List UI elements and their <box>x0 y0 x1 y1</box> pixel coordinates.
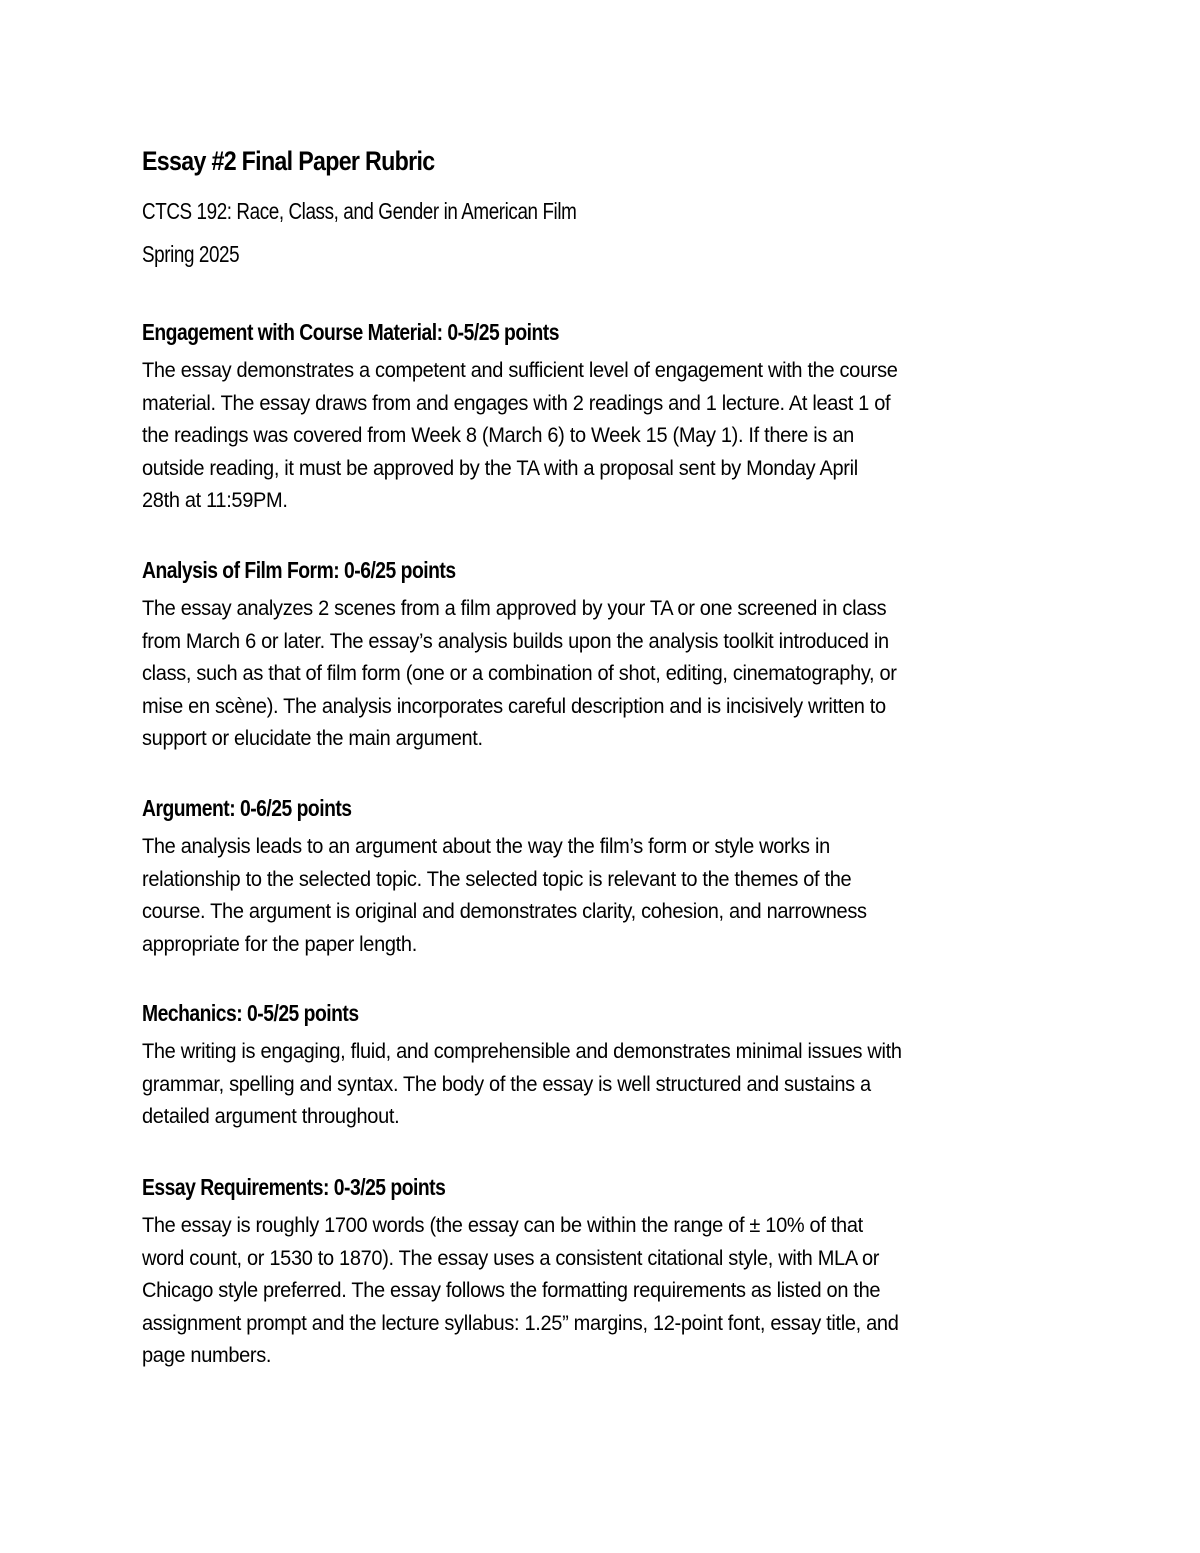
body-line: relationship to the selected topic. The selected topic is relevant to the themes of the <box>142 866 852 891</box>
body-line: class, such as that of film form (one or a combination of shot, editing, cinematography, or <box>142 661 897 686</box>
body-line: outside reading, it must be approved by the TA with a proposal sent by Monday April <box>142 455 858 480</box>
body-line: word count, or 1530 to 1870). The essay uses a consistent citational style, with MLA or <box>142 1245 880 1270</box>
body-line: from March 6 or later. The essay’s analysis builds upon the analysis toolkit introduced in <box>142 628 889 653</box>
body-line: The essay is roughly 1700 words (the essay can be within the range of ± 10% of that <box>142 1213 863 1237</box>
section-heading: Analysis of Film Form: 0-6/25 points <box>142 557 456 583</box>
body-line: The analysis leads to an argument about the way the film’s form or style works in <box>142 834 830 858</box>
body-line: The essay demonstrates a competent and sufficient level of engagement with the course <box>142 358 898 382</box>
section-body <box>142 830 1082 960</box>
body-line: page numbers. <box>142 1343 272 1368</box>
body-line: support or elucidate the main argument. <box>142 726 483 751</box>
term: Spring 2025 <box>142 241 240 267</box>
section-heading: Argument: 0-6/25 points <box>142 795 352 821</box>
section-body <box>142 354 1082 517</box>
section-heading: Mechanics: 0-5/25 points <box>142 1000 359 1026</box>
section-heading: Essay Requirements: 0-3/25 points <box>142 1174 446 1200</box>
section-body <box>142 1209 1082 1372</box>
body-line: 28th at 11:59PM. <box>142 488 288 513</box>
rubric-section-requirements <box>142 1171 1082 1372</box>
body-line: The writing is engaging, fluid, and comprehensible and demonstrates minimal issues with <box>142 1039 902 1063</box>
body-line: detailed argument throughout. <box>142 1104 400 1129</box>
body-line: grammar, spelling and syntax. The body of the essay is well structured and sustains a <box>142 1071 871 1096</box>
rubric-section-argument <box>142 792 1082 960</box>
body-line: mise en scène). The analysis incorporates careful description and is incisively written to <box>142 693 886 718</box>
body-line: assignment prompt and the lecture syllabus: 1.25” margins, 12-point font, essay title, and <box>142 1310 899 1335</box>
course-name: CTCS 192: Race, Class, and Gender in American Film <box>142 198 577 224</box>
body-line: material. The essay draws from and engages with 2 readings and 1 lecture. At least 1 of <box>142 390 891 415</box>
rubric-section-engagement <box>142 316 1082 517</box>
body-line: The essay analyzes 2 scenes from a film approved by your TA or one screened in class <box>142 596 887 620</box>
rubric-section-mechanics <box>142 997 1082 1133</box>
document-title: Essay #2 Final Paper Rubric <box>142 146 435 176</box>
rubric-section-film-form <box>142 554 1082 755</box>
body-line: the readings was covered from Week 8 (March 6) to Week 15 (May 1). If there is an <box>142 423 854 448</box>
body-line: course. The argument is original and demonstrates clarity, cohesion, and narrowness <box>142 899 867 924</box>
section-body <box>142 1035 1082 1133</box>
section-heading: Engagement with Course Material: 0-5/25 points <box>142 319 559 345</box>
section-body <box>142 592 1082 755</box>
body-line: Chicago style preferred. The essay follows the formatting requirements as listed on the <box>142 1278 881 1303</box>
body-line: appropriate for the paper length. <box>142 931 417 956</box>
